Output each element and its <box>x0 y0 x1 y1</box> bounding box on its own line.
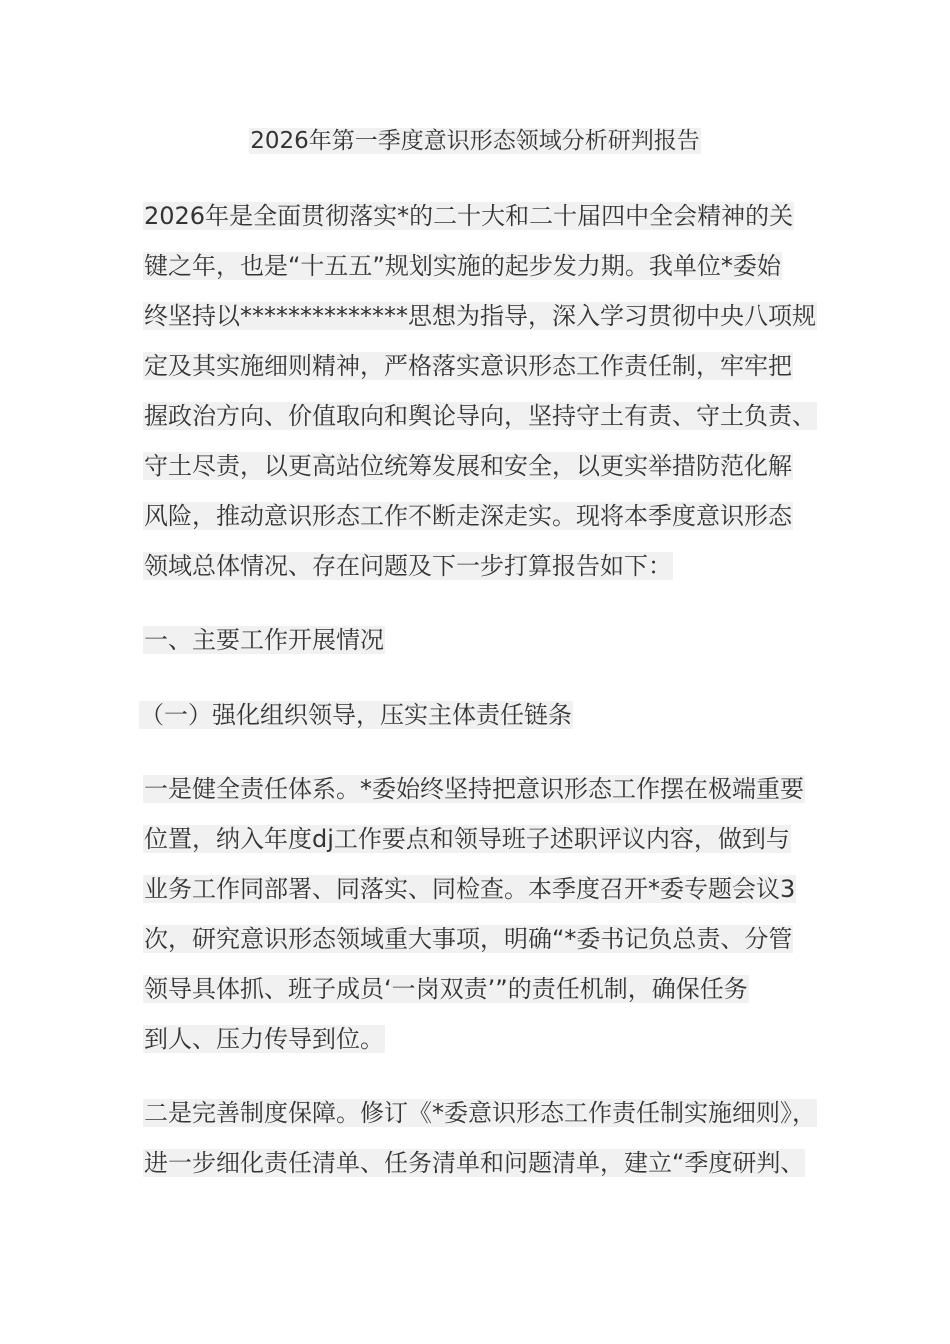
subsection-heading <box>139 697 573 733</box>
para2-line-2-text: 进一步细化责任清单、任务清单和问题清单，建立“季度研判、 <box>144 1149 805 1177</box>
intro-line-6-text: 守土尽责，以更高站位统筹发展和安全，以更实举措防范化解 <box>144 452 792 480</box>
section-heading <box>143 622 385 658</box>
intro-line-1-text: 2026年是全面贯彻落实*的二十大和二十届四中全会精神的关 <box>144 202 794 230</box>
intro-line-7 <box>143 498 793 534</box>
para1-line-3-text: 业务工作同部署、同落实、同检查。本季度召开*委专题会议3 <box>144 875 796 903</box>
para1-line-1-text: 一是健全责任体系。*委始终坚持把意识形态工作摆在极端重要 <box>144 775 804 803</box>
para1-line-2-text: 位置，纳入年度dj工作要点和领导班子述职评议内容，做到与 <box>144 825 790 853</box>
para1-line-2 <box>143 821 791 857</box>
intro-line-4 <box>143 348 793 384</box>
intro-line-2-text: 键之年，也是“十五五”规划实施的起步发力期。我单位*委始 <box>144 252 781 280</box>
section-heading-text: 一、主要工作开展情况 <box>144 626 384 654</box>
document-title <box>0 124 950 158</box>
intro-line-8-text: 领域总体情况、存在问题及下一步打算报告如下： <box>144 552 672 580</box>
intro-line-1 <box>143 198 794 234</box>
intro-line-3 <box>143 298 817 334</box>
para1-line-5 <box>143 971 749 1007</box>
intro-line-8 <box>143 548 673 584</box>
para1-line-6 <box>143 1021 385 1057</box>
para1-line-4-text: 次，研究意识形态领域重大事项，明确“*委书记负总责、分管 <box>144 925 793 953</box>
intro-line-5-text: 握政治方向、价值取向和舆论导向，坚持守土有责、守土负责、 <box>144 402 816 430</box>
intro-line-2 <box>143 248 782 284</box>
para1-line-5-text: 领导具体抓、班子成员‘一岗双责’”的责任机制，确保任务 <box>144 975 748 1003</box>
intro-line-7-text: 风险，推动意识形态工作不断走深走实。现将本季度意识形态 <box>144 502 792 530</box>
para1-line-4 <box>143 921 793 957</box>
para2-line-2 <box>143 1145 805 1181</box>
intro-line-6 <box>143 448 793 484</box>
document-title-text: 2026年第一季度意识形态领域分析研判报告 <box>250 128 700 154</box>
intro-line-3-text: 终坚持以**************思想为指导，深入学习贯彻中央八项规 <box>144 302 816 330</box>
para1-line-6-text: 到人、压力传导到位。 <box>144 1025 384 1053</box>
subsection-heading-text: （一）强化组织领导，压实主体责任链条 <box>140 701 572 729</box>
para1-line-3 <box>143 871 796 907</box>
intro-line-4-text: 定及其实施细则精神，严格落实意识形态工作责任制，牢牢把 <box>144 352 792 380</box>
para1-line-1 <box>143 771 805 807</box>
intro-line-5 <box>143 398 817 434</box>
para2-line-1-text: 二是完善制度保障。修订《*委意识形态工作责任制实施细则》， <box>144 1099 816 1127</box>
para2-line-1 <box>143 1095 817 1131</box>
